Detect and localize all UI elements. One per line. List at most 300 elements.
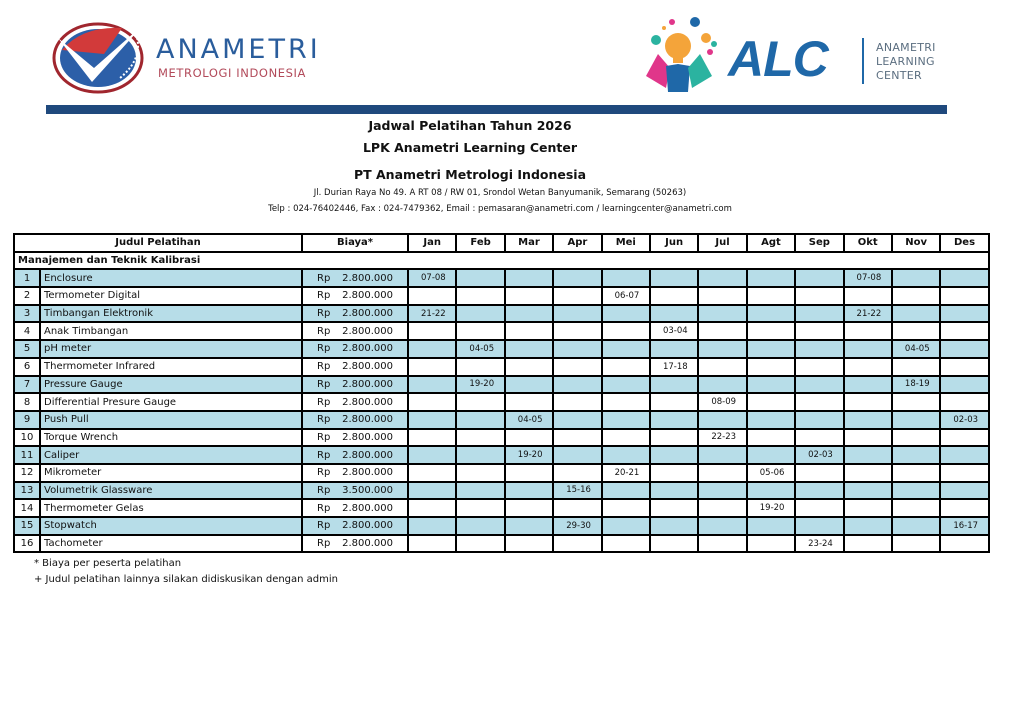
header-month: Jun <box>650 234 698 252</box>
schedule-date-cell <box>940 464 988 482</box>
table-row <box>14 499 989 517</box>
schedule-date-cell <box>602 411 650 429</box>
schedule-date-cell: 16-17 <box>940 517 988 535</box>
schedule-date-cell <box>795 322 843 340</box>
schedule-date-cell <box>456 269 504 287</box>
schedule-date-cell <box>553 322 601 340</box>
footnote-other-training: + Judul pelatihan lainnya silakan didiskusikan dengan admin <box>34 574 339 585</box>
schedule-date-cell: 04-05 <box>456 340 504 358</box>
currency-label: Rp <box>317 343 331 355</box>
currency-label: Rp <box>317 449 331 461</box>
row-number: 8 <box>14 393 40 411</box>
header-month: Des <box>940 234 988 252</box>
schedule-date-cell <box>795 411 843 429</box>
currency-label: Rp <box>317 325 331 337</box>
schedule-date-cell <box>892 322 940 340</box>
training-name: Torque Wrench <box>40 429 302 447</box>
training-name: Caliper <box>40 446 302 464</box>
schedule-date-cell <box>650 305 698 323</box>
schedule-date-cell <box>505 482 553 500</box>
schedule-date-cell <box>553 411 601 429</box>
schedule-date-cell <box>602 358 650 376</box>
training-cost <box>302 358 408 376</box>
schedule-date-cell <box>505 464 553 482</box>
schedule-date-cell <box>650 517 698 535</box>
currency-label: Rp <box>317 414 331 426</box>
header-month: Mar <box>505 234 553 252</box>
schedule-date-cell <box>747 305 795 323</box>
schedule-date-cell <box>456 305 504 323</box>
currency-label: Rp <box>317 378 331 390</box>
schedule-date-cell: 29-30 <box>553 517 601 535</box>
schedule-date-cell <box>408 376 456 394</box>
training-cost <box>302 376 408 394</box>
schedule-date-cell <box>844 287 892 305</box>
row-number: 2 <box>14 287 40 305</box>
row-number: 9 <box>14 411 40 429</box>
cost-amount: 2.800.000 <box>342 343 394 355</box>
table-row <box>14 340 989 358</box>
table-row <box>14 376 989 394</box>
row-number: 13 <box>14 482 40 500</box>
schedule-date-cell <box>602 269 650 287</box>
training-cost <box>302 340 408 358</box>
header-month: Feb <box>456 234 504 252</box>
schedule-date-cell <box>940 499 988 517</box>
schedule-date-cell <box>505 340 553 358</box>
schedule-date-cell <box>892 358 940 376</box>
schedule-date-cell <box>505 322 553 340</box>
schedule-date-cell <box>650 287 698 305</box>
category-row <box>14 252 989 270</box>
schedule-date-cell <box>844 517 892 535</box>
cost-amount: 2.800.000 <box>342 290 394 302</box>
table-row <box>14 446 989 464</box>
category-label: Manajemen dan Teknik Kalibrasi <box>14 252 989 270</box>
training-name: Termometer Digital <box>40 287 302 305</box>
schedule-date-cell <box>650 446 698 464</box>
schedule-date-cell <box>505 429 553 447</box>
currency-label: Rp <box>317 502 331 514</box>
schedule-date-cell <box>747 482 795 500</box>
schedule-date-cell <box>844 535 892 553</box>
schedule-date-cell <box>892 429 940 447</box>
schedule-date-cell <box>892 411 940 429</box>
header-divider-bar <box>46 105 947 114</box>
row-number: 4 <box>14 322 40 340</box>
row-number: 15 <box>14 517 40 535</box>
training-cost <box>302 305 408 323</box>
schedule-date-cell <box>844 464 892 482</box>
schedule-date-cell <box>795 269 843 287</box>
row-number: 7 <box>14 376 40 394</box>
header-month: Agt <box>747 234 795 252</box>
training-cost <box>302 322 408 340</box>
cost-amount: 2.800.000 <box>342 272 394 284</box>
training-name: Tachometer <box>40 535 302 553</box>
schedule-date-cell <box>698 376 746 394</box>
schedule-date-cell <box>553 393 601 411</box>
schedule-date-cell <box>892 287 940 305</box>
currency-label: Rp <box>317 467 331 479</box>
currency-label: Rp <box>317 538 331 550</box>
schedule-date-cell <box>408 464 456 482</box>
row-number: 16 <box>14 535 40 553</box>
training-name: Pressure Gauge <box>40 376 302 394</box>
table-row <box>14 393 989 411</box>
checkmark-gauge-icon <box>52 20 148 94</box>
schedule-date-cell <box>698 269 746 287</box>
schedule-date-cell <box>650 411 698 429</box>
schedule-date-cell <box>747 446 795 464</box>
schedule-date-cell <box>602 393 650 411</box>
schedule-date-cell <box>650 535 698 553</box>
training-name: Thermometer Gelas <box>40 499 302 517</box>
schedule-date-cell <box>505 393 553 411</box>
schedule-title: Jadwal Pelatihan Tahun 2026 <box>368 118 572 133</box>
schedule-date-cell <box>795 393 843 411</box>
schedule-date-cell <box>553 446 601 464</box>
training-cost <box>302 535 408 553</box>
schedule-date-cell: 04-05 <box>892 340 940 358</box>
schedule-date-cell <box>892 535 940 553</box>
table-row <box>14 287 989 305</box>
alc-tagline <box>876 41 936 83</box>
anametri-subtitle: METROLOGI INDONESIA <box>158 66 306 80</box>
schedule-date-cell <box>456 411 504 429</box>
schedule-date-cell <box>408 535 456 553</box>
schedule-date-cell <box>505 376 553 394</box>
currency-label: Rp <box>317 484 331 496</box>
anametri-logo <box>52 20 352 96</box>
schedule-date-cell: 23-24 <box>795 535 843 553</box>
schedule-date-cell <box>602 322 650 340</box>
schedule-date-cell <box>747 322 795 340</box>
table-row <box>14 269 989 287</box>
schedule-date-cell <box>892 269 940 287</box>
schedule-date-cell: 05-06 <box>747 464 795 482</box>
schedule-date-cell <box>408 482 456 500</box>
row-number: 11 <box>14 446 40 464</box>
table-row <box>14 535 989 553</box>
schedule-date-cell <box>456 393 504 411</box>
schedule-date-cell <box>408 340 456 358</box>
schedule-date-cell <box>456 287 504 305</box>
training-schedule-table <box>13 233 990 553</box>
schedule-date-cell <box>940 340 988 358</box>
schedule-date-cell <box>844 340 892 358</box>
schedule-date-cell <box>795 340 843 358</box>
header-month: Sep <box>795 234 843 252</box>
schedule-date-cell <box>553 499 601 517</box>
schedule-date-cell: 06-07 <box>602 287 650 305</box>
cost-amount: 2.800.000 <box>342 538 394 550</box>
training-name: Timbangan Elektronik <box>40 305 302 323</box>
currency-label: Rp <box>317 431 331 443</box>
schedule-date-cell <box>650 340 698 358</box>
training-cost <box>302 411 408 429</box>
schedule-date-cell <box>602 499 650 517</box>
schedule-date-cell: 21-22 <box>844 305 892 323</box>
table-row <box>14 411 989 429</box>
header-month: Nov <box>892 234 940 252</box>
company-name: PT Anametri Metrologi Indonesia <box>353 167 587 182</box>
schedule-date-cell: 02-03 <box>940 411 988 429</box>
schedule-date-cell <box>747 393 795 411</box>
schedule-date-cell <box>844 411 892 429</box>
training-cost <box>302 269 408 287</box>
schedule-date-cell <box>650 482 698 500</box>
schedule-date-cell <box>747 535 795 553</box>
schedule-date-cell <box>698 499 746 517</box>
alc-tagline-line: CENTER <box>876 69 922 82</box>
schedule-date-cell <box>408 322 456 340</box>
schedule-date-cell <box>795 376 843 394</box>
schedule-date-cell <box>553 464 601 482</box>
schedule-date-cell <box>650 464 698 482</box>
training-cost <box>302 499 408 517</box>
schedule-date-cell <box>698 358 746 376</box>
schedule-date-cell <box>747 429 795 447</box>
currency-label: Rp <box>317 396 331 408</box>
schedule-date-cell <box>505 535 553 553</box>
header-month: Jul <box>698 234 746 252</box>
schedule-date-cell: 17-18 <box>650 358 698 376</box>
table-header-row <box>14 234 989 252</box>
schedule-date-cell <box>505 358 553 376</box>
schedule-date-cell: 07-08 <box>408 269 456 287</box>
schedule-date-cell <box>408 429 456 447</box>
header-title: Judul Pelatihan <box>14 234 302 252</box>
schedule-date-cell <box>844 393 892 411</box>
schedule-date-cell <box>602 429 650 447</box>
table-row <box>14 464 989 482</box>
table-row <box>14 322 989 340</box>
schedule-date-cell <box>456 429 504 447</box>
row-number: 14 <box>14 499 40 517</box>
table-row <box>14 305 989 323</box>
schedule-date-cell <box>456 322 504 340</box>
schedule-date-cell <box>892 482 940 500</box>
table-row <box>14 482 989 500</box>
schedule-date-cell <box>844 376 892 394</box>
training-cost <box>302 482 408 500</box>
training-cost <box>302 429 408 447</box>
schedule-date-cell <box>456 535 504 553</box>
schedule-date-cell <box>844 322 892 340</box>
schedule-date-cell <box>698 305 746 323</box>
training-name: Anak Timbangan <box>40 322 302 340</box>
schedule-date-cell <box>698 517 746 535</box>
currency-label: Rp <box>317 361 331 373</box>
header-cost: Biaya* <box>302 234 408 252</box>
schedule-date-cell <box>940 305 988 323</box>
training-name: Stopwatch <box>40 517 302 535</box>
schedule-date-cell <box>650 499 698 517</box>
row-number: 5 <box>14 340 40 358</box>
schedule-date-cell: 18-19 <box>892 376 940 394</box>
schedule-date-cell <box>456 517 504 535</box>
training-name: Thermometer Infrared <box>40 358 302 376</box>
schedule-date-cell <box>408 499 456 517</box>
schedule-date-cell <box>553 358 601 376</box>
schedule-date-cell <box>747 269 795 287</box>
header-month: Apr <box>553 234 601 252</box>
schedule-date-cell <box>698 322 746 340</box>
training-name: Differential Presure Gauge <box>40 393 302 411</box>
training-name: Enclosure <box>40 269 302 287</box>
currency-label: Rp <box>317 308 331 320</box>
schedule-date-cell <box>795 464 843 482</box>
training-cost <box>302 517 408 535</box>
schedule-date-cell <box>795 287 843 305</box>
table-row <box>14 358 989 376</box>
row-number: 1 <box>14 269 40 287</box>
schedule-date-cell <box>892 393 940 411</box>
training-name: Mikrometer <box>40 464 302 482</box>
table-row <box>14 429 989 447</box>
schedule-date-cell <box>698 482 746 500</box>
schedule-date-cell <box>602 535 650 553</box>
schedule-date-cell <box>505 287 553 305</box>
schedule-date-cell <box>892 305 940 323</box>
training-cost <box>302 446 408 464</box>
table-row <box>14 517 989 535</box>
cost-amount: 2.800.000 <box>342 325 394 337</box>
schedule-date-cell: 21-22 <box>408 305 456 323</box>
schedule-date-cell <box>844 429 892 447</box>
alc-logo <box>640 16 960 96</box>
company-address: Jl. Durian Raya No 49. A RT 08 / RW 01, Srondol Wetan Banyumanik, Semarang (50263) <box>313 188 687 198</box>
schedule-date-cell <box>940 482 988 500</box>
schedule-date-cell <box>408 393 456 411</box>
schedule-date-cell <box>795 358 843 376</box>
schedule-date-cell <box>795 429 843 447</box>
schedule-date-cell <box>940 393 988 411</box>
schedule-date-cell <box>747 358 795 376</box>
header-month: Jan <box>408 234 456 252</box>
cost-amount: 2.800.000 <box>342 431 394 443</box>
schedule-date-cell <box>698 411 746 429</box>
schedule-date-cell <box>892 446 940 464</box>
lightbulb-people-icon <box>640 16 718 92</box>
schedule-date-cell <box>892 517 940 535</box>
schedule-date-cell <box>408 287 456 305</box>
training-name: Push Pull <box>40 411 302 429</box>
schedule-date-cell <box>747 411 795 429</box>
schedule-date-cell <box>456 482 504 500</box>
schedule-date-cell <box>650 393 698 411</box>
cost-amount: 2.800.000 <box>342 378 394 390</box>
schedule-date-cell <box>795 517 843 535</box>
row-number: 12 <box>14 464 40 482</box>
schedule-date-cell <box>698 340 746 358</box>
cost-amount: 2.800.000 <box>342 520 394 532</box>
schedule-date-cell <box>602 305 650 323</box>
footnotes <box>34 556 338 588</box>
schedule-date-cell <box>844 499 892 517</box>
schedule-date-cell <box>844 482 892 500</box>
schedule-date-cell <box>456 499 504 517</box>
schedule-date-cell: 20-21 <box>602 464 650 482</box>
schedule-date-cell <box>940 376 988 394</box>
schedule-date-cell <box>747 517 795 535</box>
schedule-date-cell: 19-20 <box>505 446 553 464</box>
schedule-date-cell: 02-03 <box>795 446 843 464</box>
schedule-date-cell <box>698 287 746 305</box>
schedule-date-cell <box>553 340 601 358</box>
schedule-date-cell: 03-04 <box>650 322 698 340</box>
training-name: Volumetrik Glassware <box>40 482 302 500</box>
schedule-date-cell <box>892 464 940 482</box>
cost-amount: 3.500.000 <box>342 484 394 496</box>
schedule-date-cell: 04-05 <box>505 411 553 429</box>
company-contact: Telp : 024-76402446, Fax : 024-7479362, Email : pemasaran@anametri.com / learningcenter@anametri.com <box>268 204 732 214</box>
currency-label: Rp <box>317 272 331 284</box>
cost-amount: 2.800.000 <box>342 467 394 479</box>
alc-brand: ALC <box>728 31 828 87</box>
currency-label: Rp <box>317 520 331 532</box>
schedule-date-cell <box>602 482 650 500</box>
cost-amount: 2.800.000 <box>342 449 394 461</box>
footnote-cost: * Biaya per peserta pelatihan <box>34 558 182 569</box>
cost-amount: 2.800.000 <box>342 396 394 408</box>
schedule-date-cell <box>408 358 456 376</box>
schedule-date-cell: 19-20 <box>456 376 504 394</box>
schedule-date-cell <box>456 446 504 464</box>
cost-amount: 2.800.000 <box>342 361 394 373</box>
schedule-date-cell <box>747 287 795 305</box>
schedule-date-cell <box>940 535 988 553</box>
cost-amount: 2.800.000 <box>342 308 394 320</box>
schedule-date-cell <box>553 269 601 287</box>
schedule-date-cell <box>698 446 746 464</box>
logo-divider <box>862 38 864 84</box>
schedule-date-cell <box>553 287 601 305</box>
schedule-date-cell <box>553 376 601 394</box>
training-cost <box>302 464 408 482</box>
schedule-date-cell <box>940 446 988 464</box>
schedule-date-cell <box>408 411 456 429</box>
schedule-date-cell <box>940 322 988 340</box>
schedule-date-cell <box>795 305 843 323</box>
schedule-date-cell <box>650 376 698 394</box>
schedule-date-cell <box>408 517 456 535</box>
training-name: pH meter <box>40 340 302 358</box>
schedule-date-cell <box>844 358 892 376</box>
schedule-date-cell <box>553 429 601 447</box>
schedule-date-cell <box>505 499 553 517</box>
schedule-date-cell <box>553 535 601 553</box>
row-number: 10 <box>14 429 40 447</box>
header-month: Okt <box>844 234 892 252</box>
cost-amount: 2.800.000 <box>342 414 394 426</box>
schedule-date-cell <box>408 446 456 464</box>
schedule-date-cell <box>747 340 795 358</box>
schedule-date-cell <box>602 446 650 464</box>
schedule-date-cell <box>940 287 988 305</box>
row-number: 3 <box>14 305 40 323</box>
alc-tagline-line: ANAMETRI <box>876 41 936 54</box>
schedule-date-cell <box>698 535 746 553</box>
schedule-date-cell <box>892 499 940 517</box>
training-cost <box>302 287 408 305</box>
cost-amount: 2.800.000 <box>342 502 394 514</box>
schedule-date-cell <box>698 464 746 482</box>
schedule-date-cell <box>602 517 650 535</box>
schedule-date-cell <box>795 499 843 517</box>
schedule-date-cell <box>940 429 988 447</box>
